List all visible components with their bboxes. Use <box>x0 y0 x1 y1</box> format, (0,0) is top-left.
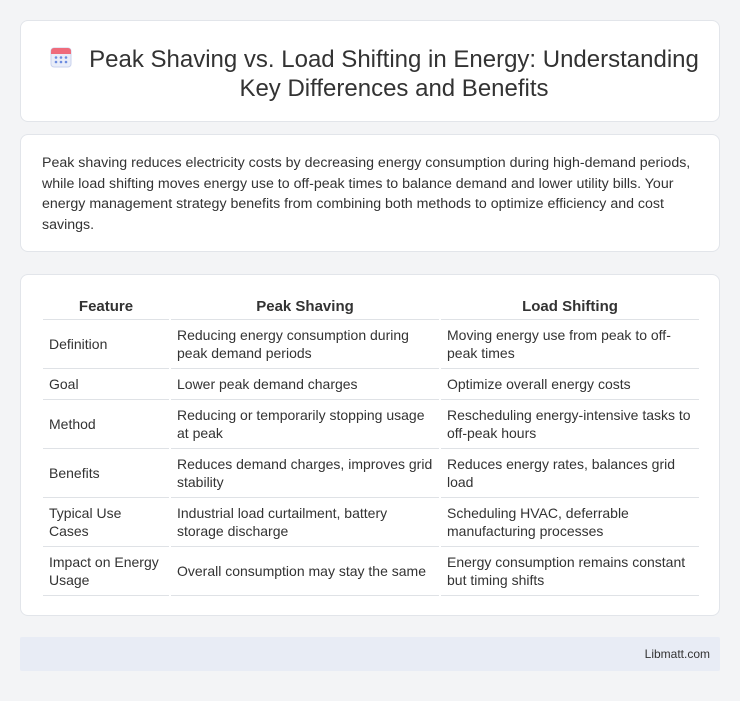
peak-shaving-cell: Reducing or temporarily stopping usage at peak <box>170 400 440 449</box>
column-header-feature: Feature <box>43 295 170 320</box>
feature-cell: Benefits <box>43 449 170 498</box>
load-shifting-cell: Scheduling HVAC, deferrable manufacturing processes <box>440 498 699 547</box>
footer <box>20 637 720 671</box>
page-title: Peak Shaving vs. Load Shifting in Energy: Understanding Key Differences and Benefits <box>89 46 699 102</box>
peak-shaving-cell: Lower peak demand charges <box>170 369 440 400</box>
comparison-table-card <box>20 274 720 616</box>
table-row <box>43 369 699 400</box>
load-shifting-cell: Energy consumption remains constant but timing shifts <box>440 547 699 596</box>
column-header-peak-shaving: Peak Shaving <box>170 295 440 320</box>
feature-cell: Method <box>43 400 170 449</box>
peak-shaving-cell: Industrial load curtailment, battery storage discharge <box>170 498 440 547</box>
comparison-table <box>43 295 699 596</box>
table-row <box>43 320 699 369</box>
peak-shaving-cell: Reduces demand charges, improves grid stability <box>170 449 440 498</box>
load-shifting-cell: Moving energy use from peak to off-peak times <box>440 320 699 369</box>
table-row <box>43 498 699 547</box>
header-card <box>20 20 720 122</box>
table-header-row <box>43 295 699 320</box>
table-row <box>43 449 699 498</box>
footer-site-link[interactable]: Libmatt.com <box>644 647 710 661</box>
load-shifting-cell: Optimize overall energy costs <box>440 369 699 400</box>
peak-shaving-cell: Reducing energy consumption during peak demand periods <box>170 320 440 369</box>
column-header-load-shifting: Load Shifting <box>440 295 699 320</box>
load-shifting-cell: Rescheduling energy-intensive tasks to off-peak hours <box>440 400 699 449</box>
feature-cell: Definition <box>43 320 170 369</box>
intro-card <box>20 134 720 252</box>
feature-cell: Goal <box>43 369 170 400</box>
feature-cell: Impact on Energy Usage <box>43 547 170 596</box>
peak-shaving-cell: Overall consumption may stay the same <box>170 547 440 596</box>
title-row <box>45 45 703 103</box>
load-shifting-cell: Reduces energy rates, balances grid load <box>440 449 699 498</box>
table-row <box>43 400 699 449</box>
table-row <box>43 547 699 596</box>
intro-paragraph: Peak shaving reduces electricity costs by decreasing energy consumption during high-demand periods, while load shifting moves energy use to off-peak times to balance demand and lower utility bills. Your energy management strategy benefits from combining both methods to optimize efficiency and cost savings. <box>42 155 691 233</box>
feature-cell: Typical Use Cases <box>43 498 170 547</box>
